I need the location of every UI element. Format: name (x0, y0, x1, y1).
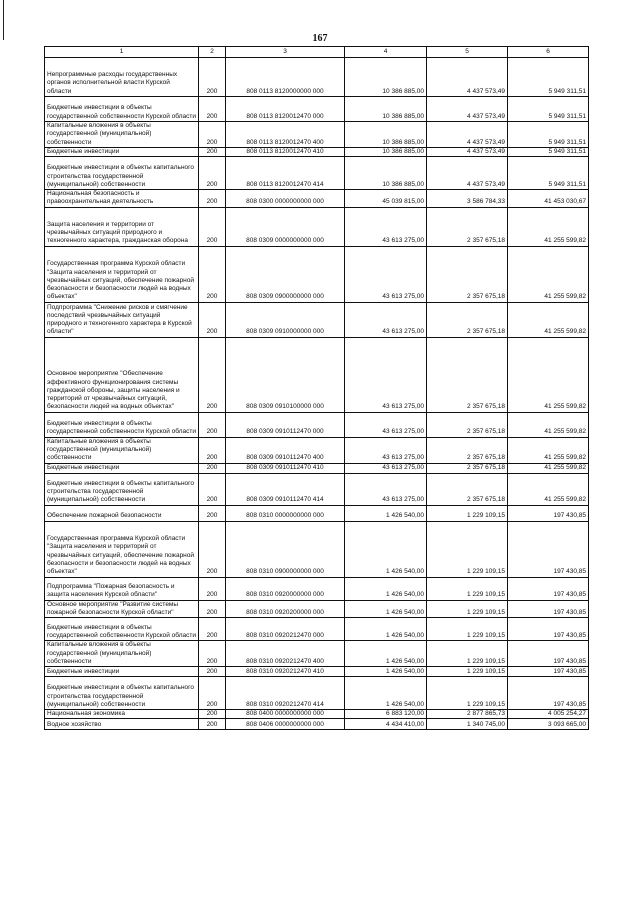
table-row (45, 719, 589, 730)
row-code: 808 0309 0910100000 000 (226, 337, 345, 412)
row-value-col5: 1 229 109,15 (427, 577, 508, 600)
row-value-col6: 41 255 599,82 (508, 473, 589, 505)
table-row (45, 97, 589, 122)
row-vid: 200 (199, 667, 226, 677)
row-vid: 200 (199, 641, 226, 667)
row-vid: 200 (199, 521, 226, 577)
row-name: Капитальные вложения в объекты государственной (муниципальной) собственности (45, 122, 199, 148)
row-value-col6: 5 949 311,51 (508, 157, 589, 190)
row-vid: 200 (199, 302, 226, 337)
row-vid: 200 (199, 147, 226, 156)
row-code: 808 0310 0000000000 000 (226, 505, 345, 521)
row-value-col6: 41 255 599,82 (508, 207, 589, 246)
row-value-col6: 197 430,85 (508, 667, 589, 677)
row-value-col5: 4 437 573,49 (427, 58, 508, 97)
row-value-col5: 1 229 109,15 (427, 677, 508, 710)
row-vid: 200 (199, 600, 226, 618)
row-value-col5: 4 437 573,49 (427, 147, 508, 156)
row-name: Бюджетные инвестиции в объекты государственной собственности Курской области (45, 618, 199, 641)
row-name: Подпрограмма "Пожарная безопасность и защита населения Курской области" (45, 577, 199, 600)
row-value-col5: 1 340 745,00 (427, 719, 508, 730)
row-code: 808 0310 0920212470 000 (226, 618, 345, 641)
page-number: 167 (312, 33, 328, 44)
row-name: Национальная безопасность и правоохранительная деятельность (45, 190, 199, 208)
row-value-col5: 1 229 109,15 (427, 641, 508, 667)
row-name: Бюджетные инвестиции в объекты государственной собственности Курской области (45, 97, 199, 122)
row-value-col6: 5 949 311,51 (508, 97, 589, 122)
row-name: Капитальные вложения в объекты государственной (муниципальной) собственности (45, 437, 199, 463)
row-value-col5: 1 229 109,15 (427, 505, 508, 521)
table-row (45, 463, 589, 473)
table-row (45, 577, 589, 600)
table-row (45, 641, 589, 667)
row-value-col6: 41 255 599,82 (508, 246, 589, 302)
table-row (45, 337, 589, 412)
table-row (45, 505, 589, 521)
row-value-col6: 41 453 030,67 (508, 190, 589, 208)
row-value-col4: 45 039 815,00 (345, 190, 427, 208)
row-code: 808 0309 0910112470 400 (226, 437, 345, 463)
row-value-col5: 1 229 109,15 (427, 600, 508, 618)
row-value-col5: 2 357 675,18 (427, 246, 508, 302)
row-name: Государственная программа Курской области "Защита населения и территорий от чрезвычайных ситуаций, обеспечение пожарной безопасности и безопасности людей на водных объектах" (45, 521, 199, 577)
row-value-col5: 1 229 109,15 (427, 667, 508, 677)
row-value-col4: 43 613 275,00 (345, 337, 427, 412)
row-vid: 200 (199, 437, 226, 463)
row-value-col4: 1 426 540,00 (345, 521, 427, 577)
row-name: Бюджетные инвестиции в объекты государственной собственности Курской области (45, 412, 199, 437)
row-name: Бюджетные инвестиции в объекты капитального строительства государственной (муниципальной) собственности (45, 473, 199, 505)
row-vid: 200 (199, 97, 226, 122)
row-vid: 200 (199, 207, 226, 246)
row-vid: 200 (199, 337, 226, 412)
row-name: Бюджетные инвестиции (45, 147, 199, 156)
table-row (45, 437, 589, 463)
row-value-col4: 10 386 885,00 (345, 147, 427, 156)
row-value-col4: 43 613 275,00 (345, 246, 427, 302)
table-row (45, 600, 589, 618)
budget-table (44, 46, 589, 730)
row-name: Основное мероприятие "Обеспечение эффективного функционирования системы гражданской обороны, защиты населения и территорий от чрезвычайных ситуаций, безопасности людей на водных объектах" (45, 337, 199, 412)
table-row (45, 473, 589, 505)
row-vid: 200 (199, 473, 226, 505)
row-vid: 200 (199, 246, 226, 302)
row-value-col6: 41 255 599,82 (508, 337, 589, 412)
row-vid: 200 (199, 190, 226, 208)
table-row (45, 618, 589, 641)
row-code: 808 0310 0920212470 400 (226, 641, 345, 667)
row-vid: 200 (199, 412, 226, 437)
row-value-col4: 1 426 540,00 (345, 618, 427, 641)
row-value-col4: 43 613 275,00 (345, 437, 427, 463)
row-value-col4: 4 434 410,00 (345, 719, 427, 730)
row-value-col6: 41 255 599,82 (508, 463, 589, 473)
table-header-row (45, 47, 589, 58)
row-value-col4: 1 426 540,00 (345, 505, 427, 521)
row-value-col4: 43 613 275,00 (345, 463, 427, 473)
row-code: 808 0113 8120012470 410 (226, 147, 345, 156)
table-row (45, 190, 589, 208)
row-code: 808 0400 0000000000 000 (226, 710, 345, 719)
table-row (45, 207, 589, 246)
row-value-col5: 2 357 675,18 (427, 207, 508, 246)
row-code: 808 0310 0920212470 414 (226, 677, 345, 710)
row-code: 808 0406 0000000000 000 (226, 719, 345, 730)
row-vid: 200 (199, 157, 226, 190)
row-vid: 200 (199, 505, 226, 521)
row-name: Капитальные вложения в объекты государственной (муниципальной) собственности (45, 641, 199, 667)
table-row (45, 122, 589, 148)
row-vid: 200 (199, 719, 226, 730)
row-vid: 200 (199, 577, 226, 600)
header-col-3: 3 (226, 47, 345, 58)
table-row (45, 58, 589, 97)
header-col-6: 6 (508, 47, 589, 58)
row-vid: 200 (199, 677, 226, 710)
row-value-col5: 2 357 675,18 (427, 437, 508, 463)
row-value-col6: 197 430,85 (508, 505, 589, 521)
row-value-col5: 3 586 784,33 (427, 190, 508, 208)
row-value-col6: 197 430,85 (508, 577, 589, 600)
row-value-col5: 1 229 109,15 (427, 521, 508, 577)
table-row (45, 677, 589, 710)
header-col-5: 5 (427, 47, 508, 58)
row-code: 808 0309 0000000000 000 (226, 207, 345, 246)
row-value-col5: 4 437 573,49 (427, 97, 508, 122)
row-vid: 200 (199, 463, 226, 473)
row-code: 808 0310 0900000000 000 (226, 521, 345, 577)
row-vid: 200 (199, 58, 226, 97)
row-name: Государственная программа Курской области "Защита населения и территорий от чрезвычайных ситуаций, обеспечение пожарной безопасности и безопасности людей на водных объектах" (45, 246, 199, 302)
row-value-col4: 10 386 885,00 (345, 157, 427, 190)
row-value-col6: 5 949 311,51 (508, 122, 589, 148)
row-code: 808 0310 0920212470 410 (226, 667, 345, 677)
row-value-col6: 41 255 599,82 (508, 412, 589, 437)
row-name: Подпрограмма "Снижение рисков и смягчение последствий чрезвычайных ситуаций природного и техногенного характера в Курской области" (45, 302, 199, 337)
table-row (45, 302, 589, 337)
row-value-col4: 10 386 885,00 (345, 122, 427, 148)
row-vid: 200 (199, 122, 226, 148)
row-value-col6: 197 430,85 (508, 618, 589, 641)
row-value-col4: 43 613 275,00 (345, 302, 427, 337)
header-col-4: 4 (345, 47, 427, 58)
row-value-col5: 2 357 675,18 (427, 463, 508, 473)
row-code: 808 0113 8120012470 000 (226, 97, 345, 122)
row-value-col6: 5 949 311,51 (508, 147, 589, 156)
row-value-col6: 197 430,85 (508, 677, 589, 710)
row-value-col4: 43 613 275,00 (345, 412, 427, 437)
row-value-col4: 43 613 275,00 (345, 207, 427, 246)
row-value-col4: 10 386 885,00 (345, 58, 427, 97)
row-value-col6: 3 093 665,00 (508, 719, 589, 730)
row-code: 808 0113 8120000000 000 (226, 58, 345, 97)
row-value-col6: 197 430,85 (508, 600, 589, 618)
row-value-col6: 4 005 254,27 (508, 710, 589, 719)
header-col-1: 1 (45, 47, 199, 58)
header-col-2: 2 (199, 47, 226, 58)
row-name: Водное хозяйство (45, 719, 199, 730)
row-value-col4: 1 426 540,00 (345, 677, 427, 710)
row-code: 808 0309 0910000000 000 (226, 302, 345, 337)
row-value-col6: 5 949 311,51 (508, 58, 589, 97)
row-value-col5: 2 357 675,18 (427, 412, 508, 437)
row-value-col5: 1 229 109,15 (427, 618, 508, 641)
row-value-col4: 1 426 540,00 (345, 577, 427, 600)
row-value-col4: 1 426 540,00 (345, 667, 427, 677)
table-row (45, 521, 589, 577)
table-row (45, 667, 589, 677)
row-name: Обеспечение пожарной безопасности (45, 505, 199, 521)
table-row (45, 412, 589, 437)
row-value-col6: 197 430,85 (508, 641, 589, 667)
row-code: 808 0309 0910112470 000 (226, 412, 345, 437)
row-value-col6: 41 255 599,82 (508, 437, 589, 463)
row-name: Бюджетные инвестиции в объекты капитального строительства государственной (муниципальной) собственности (45, 157, 199, 190)
row-value-col4: 10 386 885,00 (345, 97, 427, 122)
row-value-col5: 4 437 573,49 (427, 122, 508, 148)
row-name: Бюджетные инвестиции (45, 667, 199, 677)
row-vid: 200 (199, 618, 226, 641)
row-value-col5: 2 357 675,18 (427, 337, 508, 412)
row-value-col5: 2 357 675,18 (427, 473, 508, 505)
row-vid: 200 (199, 710, 226, 719)
row-code: 808 0113 8120012470 414 (226, 157, 345, 190)
row-code: 808 0310 0920200000 000 (226, 600, 345, 618)
row-value-col4: 6 883 120,00 (345, 710, 427, 719)
row-code: 808 0113 8120012470 400 (226, 122, 345, 148)
row-value-col5: 2 357 675,18 (427, 302, 508, 337)
row-value-col5: 4 437 573,49 (427, 157, 508, 190)
row-value-col4: 43 613 275,00 (345, 473, 427, 505)
row-value-col4: 1 426 540,00 (345, 600, 427, 618)
table-row (45, 157, 589, 190)
row-name: Непрограммные расходы государственных органов исполнительной власти Курской области (45, 58, 199, 97)
row-name: Бюджетные инвестиции (45, 463, 199, 473)
row-name: Национальная экономика (45, 710, 199, 719)
row-code: 808 0310 0920000000 000 (226, 577, 345, 600)
table-row (45, 246, 589, 302)
row-code: 808 0300 0000000000 000 (226, 190, 345, 208)
row-name: Бюджетные инвестиции в объекты капитального строительства государственной (муниципальной) собственности (45, 677, 199, 710)
table-body (45, 58, 589, 730)
row-value-col6: 197 430,85 (508, 521, 589, 577)
row-code: 808 0309 0910112470 410 (226, 463, 345, 473)
row-name: Защита населения и территории от чрезвычайных ситуаций природного и техногенного характера, гражданская оборона (45, 207, 199, 246)
table-row (45, 147, 589, 156)
table-row (45, 710, 589, 719)
row-value-col6: 41 255 599,82 (508, 302, 589, 337)
row-value-col5: 2 877 865,73 (427, 710, 508, 719)
row-code: 808 0309 0900000000 000 (226, 246, 345, 302)
row-name: Основное мероприятие "Развитие системы пожарной безопасности Курской области" (45, 600, 199, 618)
row-code: 808 0309 0910112470 414 (226, 473, 345, 505)
row-value-col4: 1 426 540,00 (345, 641, 427, 667)
